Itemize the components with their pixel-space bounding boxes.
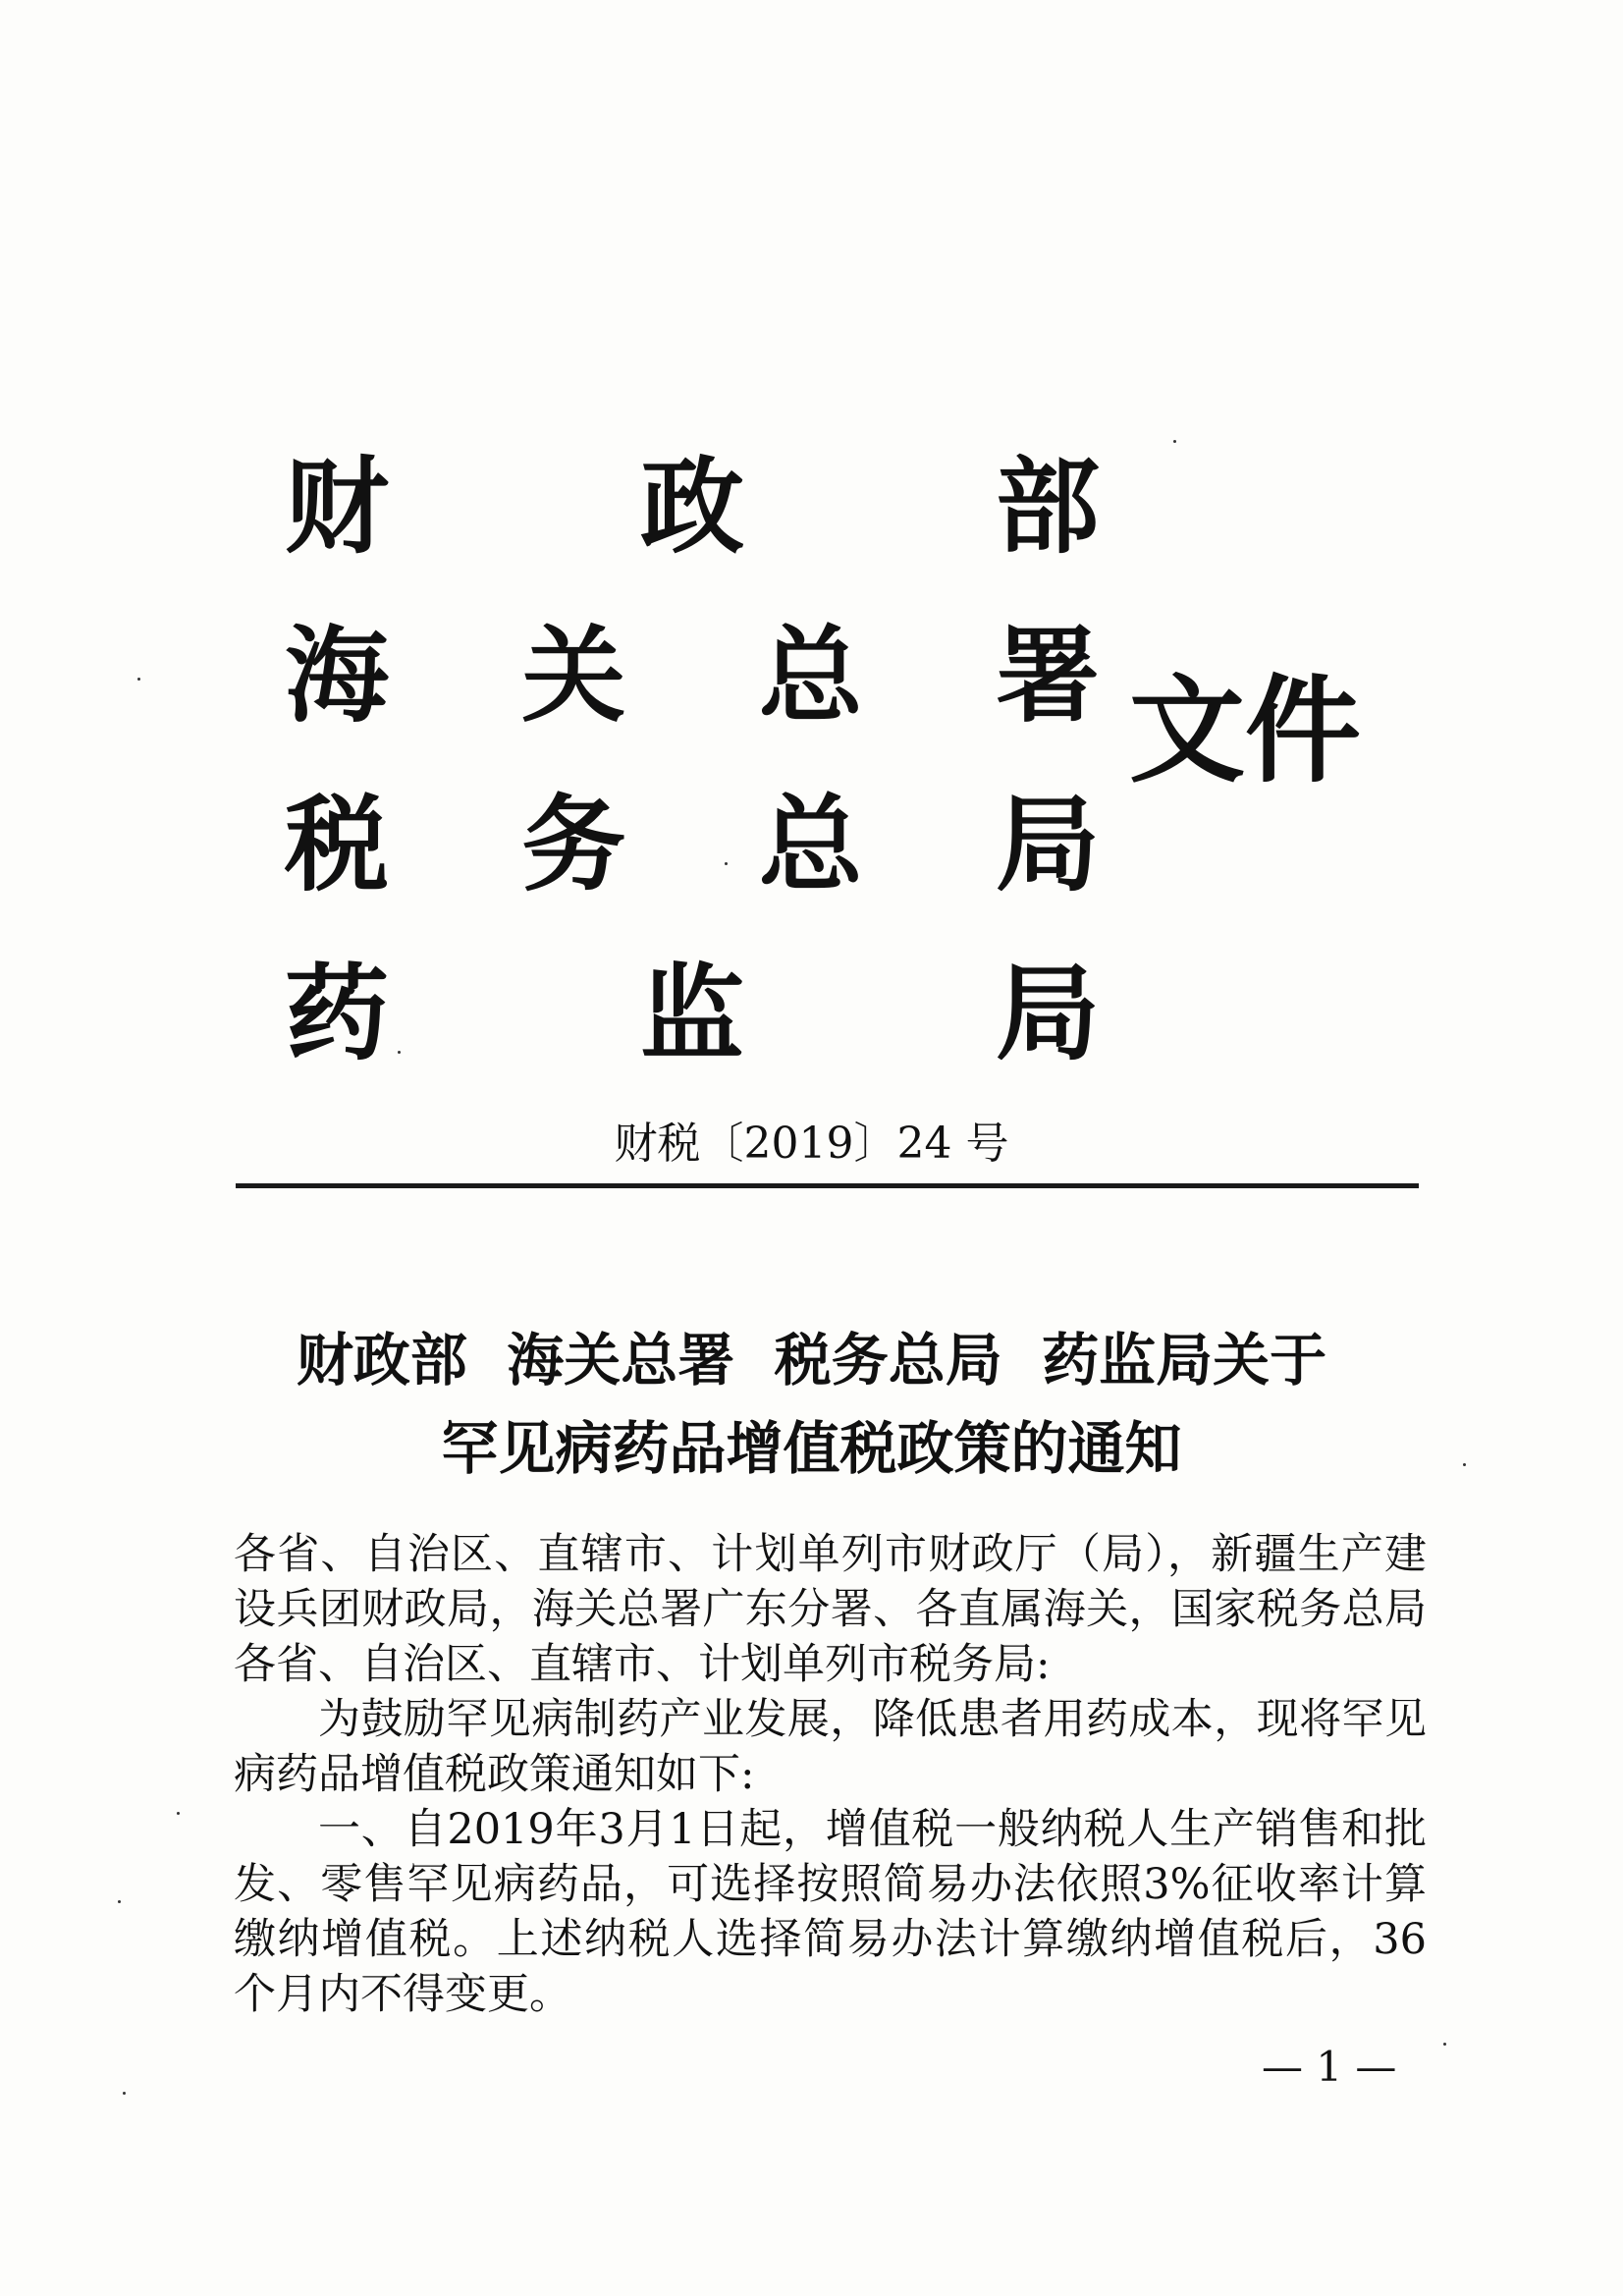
scan-speck: [1443, 2043, 1446, 2046]
document-title: [0, 1316, 1623, 1493]
scan-speck: [1463, 1463, 1466, 1466]
agency-char: 务: [521, 783, 626, 905]
title-line-2: 罕见病药品增值税政策的通知: [441, 1415, 1182, 1482]
addressees-paragraph: 各省、自治区、直辖市、计划单列市财政厅（局），新疆生产建设兵团财政局，海关总署广东分署、各直属海关，国家税务总局各省、自治区、直辖市、计划单列市税务局:: [234, 1530, 1427, 1689]
agency-char: 部: [996, 445, 1100, 568]
scan-speck: [398, 1051, 401, 1054]
scan-speck: [118, 1900, 121, 1903]
agency-char: 监: [640, 952, 744, 1074]
document-number: 财税〔2019〕24 号: [614, 1119, 1009, 1169]
agency-char: 财: [285, 445, 389, 568]
agency-char: 总: [758, 614, 863, 737]
agency-char: 关: [521, 614, 626, 737]
agency-row-taxation: [285, 760, 1100, 929]
agency-row-customs: [285, 591, 1100, 760]
agency-char: 海: [285, 614, 389, 737]
page-number: — 1 —: [1262, 2043, 1397, 2091]
scan-speck: [137, 678, 140, 681]
issuing-agencies: [285, 422, 1100, 1098]
document-word: 文件: [1129, 662, 1362, 798]
title-line-1: 财政部 海关总署 税务总局 药监局关于: [296, 1327, 1327, 1394]
agency-char: 税: [285, 783, 389, 905]
agency-char: 局: [996, 952, 1100, 1074]
agency-char: 局: [995, 783, 1100, 905]
agency-char: 政: [640, 445, 744, 568]
scan-speck: [177, 1812, 180, 1815]
agency-char: 总: [758, 783, 863, 905]
agency-char: 药: [285, 952, 389, 1074]
article-1-paragraph: 一、自2019年3月1日起，增值税一般纳税人生产销售和批发、零售罕见病药品，可选择按照简易办法依照3%征收率计算缴纳增值税。上述纳税人选择简易办法计算缴纳增值税后，36个月内不得变更。: [234, 1805, 1427, 2019]
intro-paragraph: 为鼓励罕见病制药产业发展，降低患者用药成本，现将罕见病药品增值税政策通知如下:: [234, 1695, 1427, 1799]
agency-char: 署: [995, 614, 1100, 737]
scan-speck: [1173, 440, 1176, 443]
scan-speck: [123, 2092, 126, 2095]
document-body: [234, 1527, 1427, 2022]
header-rule: [236, 1183, 1419, 1188]
agency-row-drug-admin: [285, 929, 1100, 1098]
scan-speck: [725, 862, 728, 865]
agency-row-finance: [285, 422, 1100, 591]
